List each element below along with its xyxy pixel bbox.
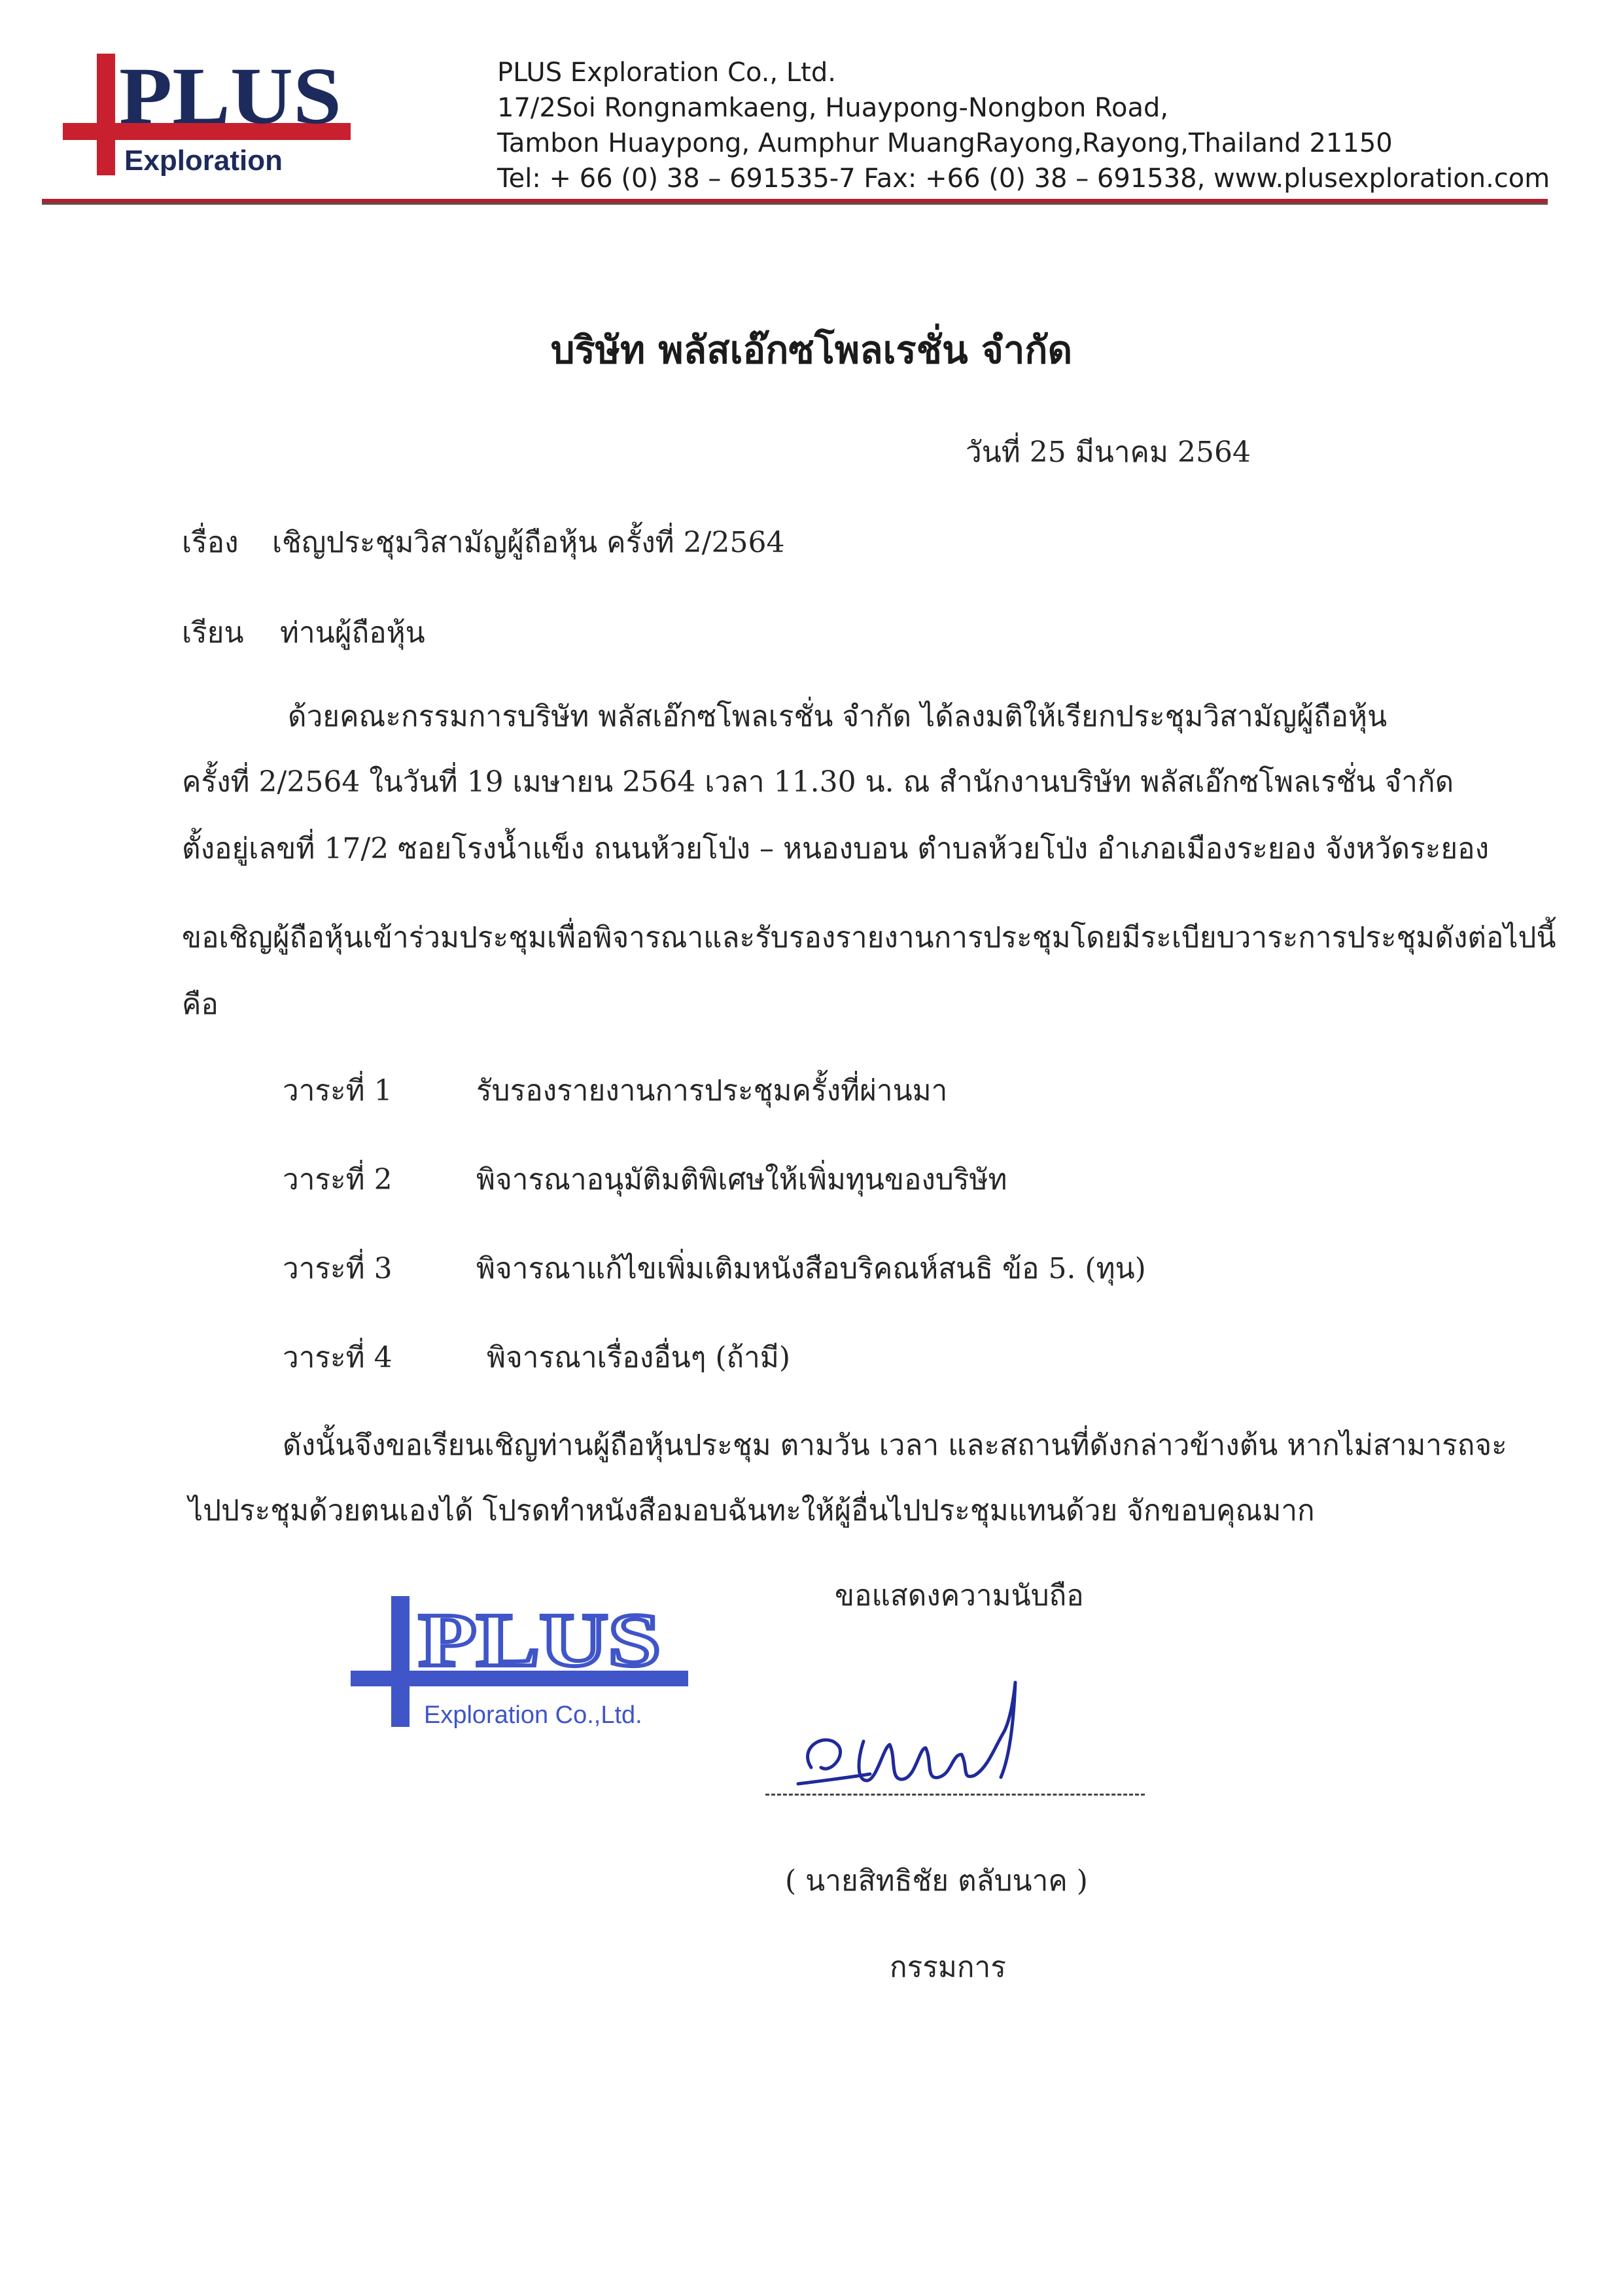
header-rule-shadow	[42, 203, 1548, 205]
logo-cross-vertical	[97, 54, 115, 175]
company-stamp	[348, 1593, 695, 1731]
handwritten-signature	[785, 1669, 1073, 1807]
signature-line	[765, 1794, 1145, 1796]
agenda-label: วาระที่ 4	[283, 1341, 393, 1374]
body-line-3: ตั้งอยู่เลขที่ 17/2 ซอยโรงน้ำแข็ง ถนนห้วยโป่ง – หนองบอน ตำบลห้วยโป่ง อำเภอเมืองระยอง จังหวัดระยอง	[182, 832, 1490, 865]
recipient-label: เรียน	[182, 616, 244, 650]
body-line-4: ขอเชิญผู้ถือหุ้นเข้าร่วมประชุมเพื่อพิจารณาและรับรองรายงานการประชุมโดยมีระเบียบวาระการประชุมดังต่อไปนี้	[182, 921, 1556, 954]
logo-wordmark: PLUS	[119, 51, 341, 141]
contact-line: Tel: + 66 (0) 38 – 691535-7 Fax: +66 (0) 38 – 691538, www.plusexploration.com	[497, 164, 1550, 194]
body-line-5: คือ	[182, 988, 218, 1021]
stamp-wordmark: PLUS	[419, 1599, 661, 1682]
company-title-th: บริษัท พลัสเอ๊กซโพลเรชั่น จำกัด	[550, 328, 1073, 372]
recipient-text: ท่านผู้ถือหุ้น	[280, 616, 425, 650]
closing-line-1: ดังนั้นจึงขอเรียนเชิญท่านผู้ถือหุ้นประชุม ตามวัน เวลา และสถานที่ดังกล่าวข้างต้น หากไม่สามารถจะ	[283, 1429, 1507, 1462]
company-logo	[59, 50, 360, 181]
address-line-1: 17/2Soi Rongnamkaeng, Huaypong-Nongbon Road,	[497, 93, 1169, 123]
signatory-name: ( นายสิทธิชัย ตลับนาค )	[785, 1864, 1088, 1898]
subject-label: เรื่อง	[182, 526, 239, 559]
agenda-text: พิจารณาอนุมัติมติพิเศษให้เพิ่มทุนของบริษัท	[476, 1163, 1007, 1196]
agenda-label: วาระที่ 1	[283, 1074, 393, 1107]
signatory-title: กรรมการ	[890, 1951, 1006, 1984]
address-line-2: Tambon Huaypong, Aumphur MuangRayong,Rayong,Thailand 21150	[497, 128, 1393, 158]
stamp-subtitle: Exploration Co.,Ltd.	[424, 1701, 642, 1729]
closing-line-2: ไปประชุมด้วยตนเองได้ โปรดทำหนังสือมอบฉันทะให้ผู้อื่นไปประชุมแทนด้วย จักขอบคุณมาก	[188, 1494, 1315, 1527]
company-name-en: PLUS Exploration Co., Ltd.	[497, 58, 836, 88]
agenda-text: พิจารณาเรื่องอื่นๆ (ถ้ามี)	[487, 1341, 791, 1374]
agenda-text: พิจารณาแก้ไขเพิ่มเติมหนังสือบริคณห์สนธิ ข้อ 5. (ทุน)	[476, 1252, 1146, 1285]
body-line-2: ครั้งที่ 2/2564 ในวันที่ 19 เมษายน 2564 เวลา 11.30 น. ณ สำนักงานบริษัท พลัสเอ๊กซโพลเรชั่น จำกัด	[182, 765, 1454, 799]
body-line-1: ด้วยคณะกรรมการบริษัท พลัสเอ๊กซโพลเรชั่น จำกัด ได้ลงมติให้เรียกประชุมวิสามัญผู้ถือหุ้น	[288, 700, 1387, 733]
agenda-label: วาระที่ 3	[283, 1252, 393, 1285]
regards-text: ขอแสดงความนับถือ	[835, 1579, 1084, 1612]
logo-subtitle: Exploration	[124, 145, 283, 177]
stamp-cross-vertical	[391, 1596, 410, 1727]
subject-text: เชิญประชุมวิสามัญผู้ถือหุ้น ครั้งที่ 2/2564	[272, 526, 785, 559]
agenda-text: รับรองรายงานการประชุมครั้งที่ผ่านมา	[476, 1074, 948, 1107]
letter-date: วันที่ 25 มีนาคม 2564	[966, 436, 1251, 469]
agenda-label: วาระที่ 2	[283, 1163, 393, 1196]
